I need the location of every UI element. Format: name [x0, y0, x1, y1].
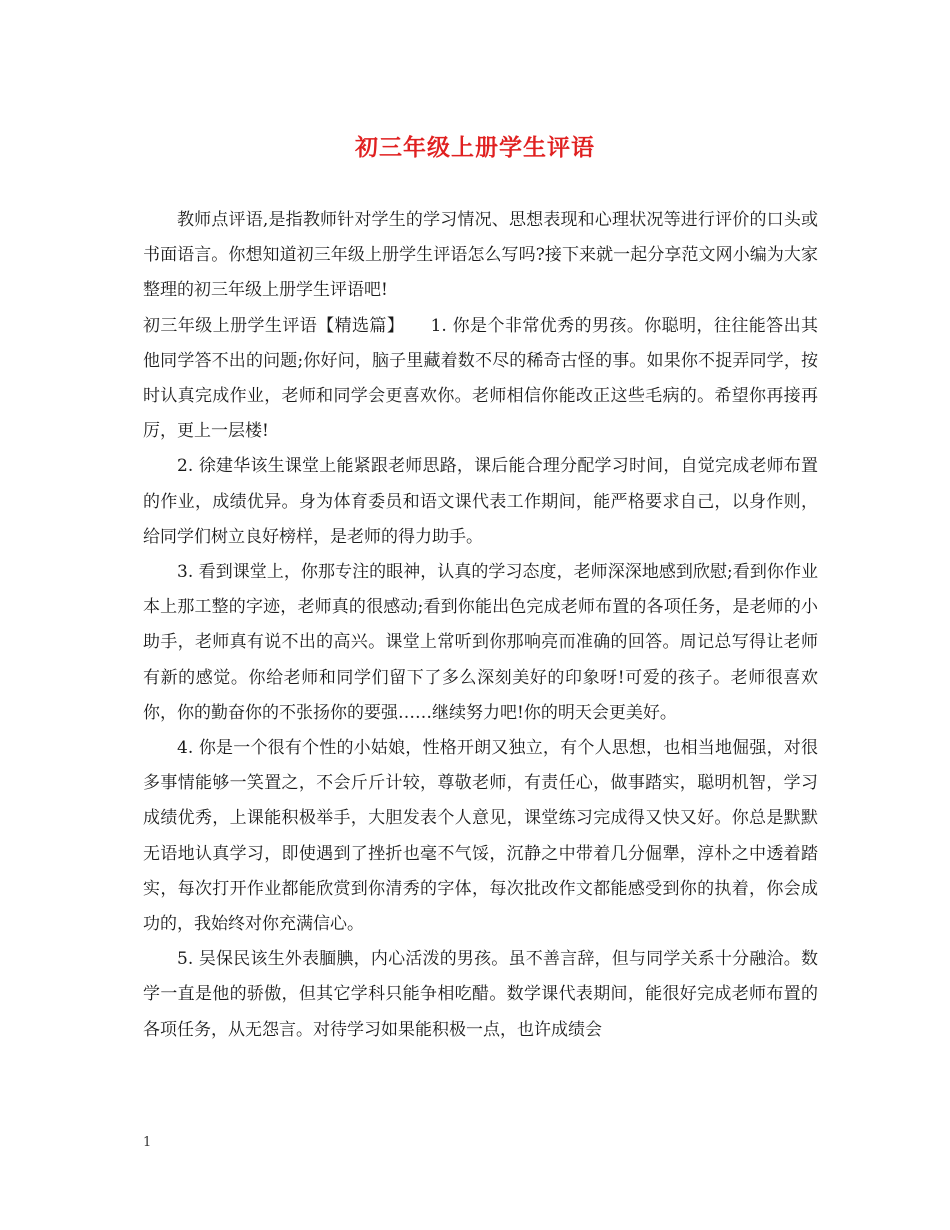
page-number: 1	[143, 1135, 152, 1150]
document-body	[143, 203, 818, 1048]
paragraph-item-1: 初三年级上册学生评语【精选篇】 1. 你是个非常优秀的男孩。你聪明，往往能答出其他同学答不出的问题;你好问，脑子里藏着数不尽的稀奇古怪的事。如果你不捉弄同学，按时认真完成作业，老师和同学会更喜欢你。老师相信你能改正这些毛病的。希望你再接再厉，更上一层楼!	[143, 315, 818, 442]
paragraph-intro: 教师点评语,是指教师针对学生的学习情况、思想表现和心理状况等进行评价的口头或书面语言。你想知道初三年级上册学生评语怎么写吗?接下来就一起分享范文网小编为大家整理的初三年级上册学生评语吧!	[143, 210, 818, 301]
paragraph-item-5: 5. 吴保民该生外表腼腆，内心活泼的男孩。虽不善言辞，但与同学关系十分融洽。数学一直是他的骄傲，但其它学科只能争相吃醋。数学课代表期间，能很好完成老师布置的各项任务，从无怨言。对待学习如果能积极一点，也许成绩会	[143, 949, 818, 1040]
paragraph-item-2: 2. 徐建华该生课堂上能紧跟老师思路，课后能合理分配学习时间，自觉完成老师布置的作业，成绩优异。身为体育委员和语文课代表工作期间，能严格要求自己，以身作则，给同学们树立良好榜样，是老师的得力助手。	[143, 456, 818, 547]
paragraph-item-4: 4. 你是一个很有个性的小姑娘，性格开朗又独立，有个人思想，也相当地倔强，对很多事情能够一笑置之，不会斤斤计较，尊敬老师，有责任心，做事踏实，聪明机智，学习成绩优秀，上课能积极举手，大胆发表个人意见，课堂练习完成得又快又好。你总是默默无语地认真学习，即使遇到了挫折也毫不气馁，沉静之中带着几分倔犟，淳朴之中透着踏实，每次打开作业都能欣赏到你清秀的字体，每次批改作文都能感受到你的执着，你会成功的，我始终对你充满信心。	[143, 738, 818, 935]
document-title: 初三年级上册学生评语	[355, 134, 595, 161]
paragraph-item-3: 3. 看到课堂上，你那专注的眼神，认真的学习态度，老师深深地感到欣慰;看到你作业本上那工整的字迹，老师真的很感动;看到你能出色完成老师布置的各项任务，是老师的小助手，老师真有说不出的高兴。课堂上常听到你那响亮而准确的回答。周记总写得让老师有新的感觉。你给老师和同学们留下了多么深刻美好的印象呀!可爱的孩子。老师很喜欢你，你的勤奋你的不张扬你的要强……继续努力吧!你的明天会更美好。	[143, 562, 818, 723]
